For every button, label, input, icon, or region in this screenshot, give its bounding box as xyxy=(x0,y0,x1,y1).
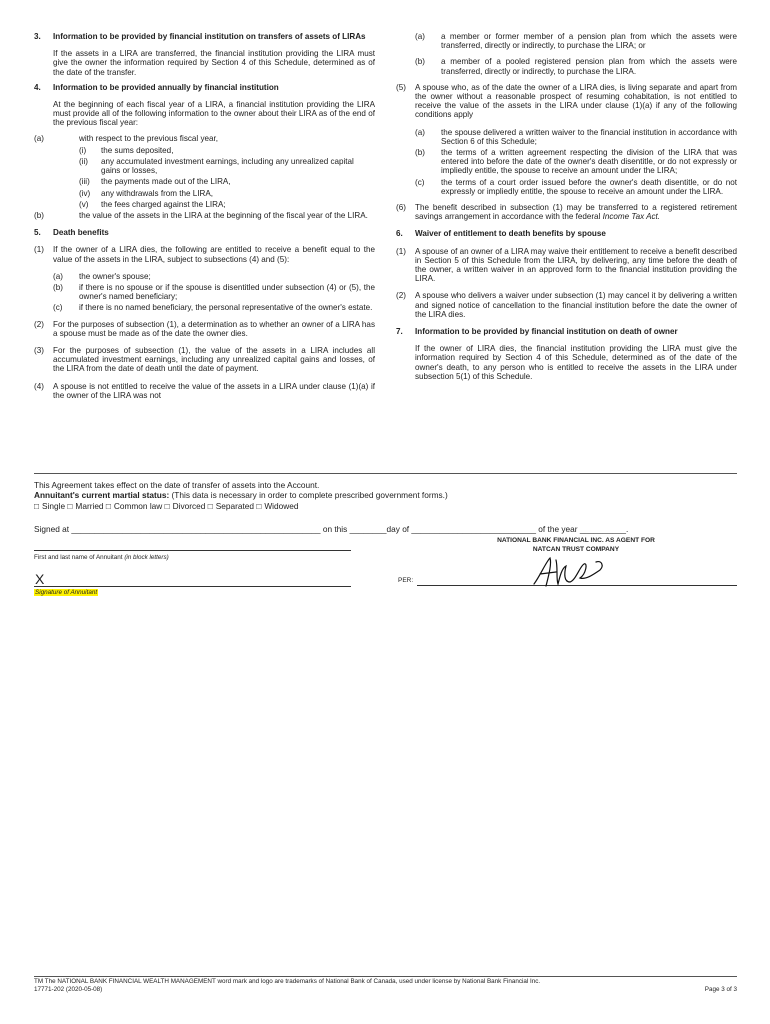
left-column xyxy=(34,32,375,403)
checkbox-widowed[interactable] xyxy=(256,501,298,511)
section-7-body: If the owner of LIRA dies, the financial institution providing the LIRA must give the information required by Section 4 of this Schedule, determined as of the date of the owner's death, to any person who is entitled to receive the assets in the LIRA under subsection 5(1) of this Schedule. xyxy=(415,344,737,381)
clause-4a-iii xyxy=(79,177,375,186)
checkbox-icon: □ xyxy=(164,500,170,511)
footer xyxy=(34,978,737,995)
subsection-5-1 xyxy=(34,245,375,263)
clause-text xyxy=(27,134,375,143)
option-label: Widowed xyxy=(264,500,299,511)
subsection-6-text: The benefit described in subsection (1) may be transferred to a registered retirement savings arrangement in accordance with the federal xyxy=(415,203,737,222)
bank-line-2: NATCAN TRUST COMPANY xyxy=(532,545,620,553)
section-title: Information to be provided by financial institution on transfers of assets of LIRAs xyxy=(53,32,366,41)
signature-x-mark: X xyxy=(35,571,45,587)
clause-text: the payments made out of the LIRA, xyxy=(101,177,231,187)
footer-divider xyxy=(34,976,737,977)
annuitant-signature-field[interactable] xyxy=(34,586,351,587)
clause-number: (a) xyxy=(415,32,425,41)
right-column xyxy=(396,32,737,387)
clause-4a-iv xyxy=(79,189,375,198)
form-code: 17771-202 (2020-05-08) xyxy=(34,986,103,994)
clause-number: (iii) xyxy=(79,177,90,187)
page-number: Page 3 of 3 xyxy=(704,986,737,994)
clause-number: (i) xyxy=(79,145,87,155)
section-6-heading xyxy=(396,229,737,238)
bank-line-1: NATIONAL BANK FINANCIAL INC. AS AGENT FOR xyxy=(497,537,655,544)
section-5-heading xyxy=(34,228,375,237)
subsection-number: (1) xyxy=(396,246,406,256)
checkbox-icon: □ xyxy=(105,500,111,511)
marital-status-options xyxy=(34,501,737,511)
checkbox-icon: □ xyxy=(34,500,40,511)
condition-a xyxy=(415,128,737,146)
checkbox-married[interactable] xyxy=(67,501,103,511)
subsection-text: If the owner of a LIRA dies, the following are entitled to receive a benefit equal to the value of the assets in the LIRA, subject to subsections (4) and (5): xyxy=(53,245,375,264)
subsection-5-5 xyxy=(396,83,737,120)
subsection-5-4 xyxy=(34,382,375,400)
clause-number: (iv) xyxy=(79,188,91,198)
subsection-number: (1) xyxy=(34,245,44,255)
option-label: Common law xyxy=(113,500,163,511)
signed-at-line[interactable]: Signed at ______________________________________________________ on this ________day of ___________________________ of the year __________. xyxy=(34,524,629,534)
section-divider xyxy=(34,473,737,474)
clause-text: the value of the assets in the LIRA at the beginning of the fiscal year of the LIRA. xyxy=(79,211,368,221)
clause-text: a member of a pooled registered pension plan from which the assets were transferred, directly or indirectly, to purchase the LIRA. xyxy=(441,57,737,76)
section-3-body: If the assets in a LIRA are transferred, the financial institution providing the LIRA must give the owner the information required by Section 4 of this Schedule, determined as of the date of the transfer. xyxy=(53,49,375,77)
checkbox-single[interactable] xyxy=(34,501,65,511)
subsection-number: (5) xyxy=(396,82,406,92)
clause-text: the sums deposited, xyxy=(101,145,174,155)
subsection-text: A spouse of an owner of a LIRA may waive their entitlement to receive a benefit described in Section 5 of this Schedule from the LIRA, by delivering, any time before the death of the owner, a written waiver in an approved form to the financial institution providing the LIRA. xyxy=(415,246,737,284)
section-7-heading xyxy=(396,327,737,336)
subsection-number: (6) xyxy=(396,203,406,213)
act-name: Income Tax Act. xyxy=(602,212,661,222)
clause-4b xyxy=(34,211,375,220)
marital-status-heading xyxy=(34,490,737,500)
condition-b xyxy=(415,148,737,176)
name-label-text: First and last name of Annuitant xyxy=(34,554,125,561)
clause-5c xyxy=(53,303,375,312)
clause-4b-continued xyxy=(415,57,737,75)
clause-number: (b) xyxy=(415,148,425,158)
section-4-heading xyxy=(34,83,375,92)
clause-number: (a) xyxy=(34,133,44,143)
subsection-6-2 xyxy=(396,291,737,319)
section-4-body: At the beginning of each fiscal year of a LIRA, a financial institution providing the LIRA must provide all of the following information to the owner about their LIRA as of the end of the previous fiscal year: xyxy=(53,100,375,128)
subsection-text: A spouse is not entitled to receive the value of the assets in a LIRA under clause (1)(a) if the owner of the LIRA was not xyxy=(53,381,375,400)
agreement-effect-text: This Agreement takes effect on the date of transfer of assets into the Account. xyxy=(34,480,320,490)
section-number: 7. xyxy=(396,327,403,337)
clause-4a xyxy=(34,134,375,143)
checkbox-divorced[interactable] xyxy=(165,501,206,511)
clause-text: any withdrawals from the LIRA, xyxy=(101,188,214,198)
per-label: PER: xyxy=(398,577,414,584)
clause-4a-continued xyxy=(415,32,737,50)
clause-number: (c) xyxy=(53,303,63,313)
clause-4a-text: with respect to the previous fiscal year, xyxy=(79,133,219,143)
bank-agent-block xyxy=(415,537,737,554)
subsection-text: For the purposes of subsection (1), a determination as to whether an owner of a LIRA has a spouse must be made as of the date the owner dies. xyxy=(53,319,375,338)
subsection-number: (2) xyxy=(34,319,44,329)
clause-4a-v xyxy=(79,200,375,209)
option-label: Married xyxy=(75,500,104,511)
clause-number: (a) xyxy=(415,127,425,137)
clause-number: (b) xyxy=(53,283,63,293)
clause-text: the fees charged against the LIRA; xyxy=(101,199,226,209)
subsection-text: A spouse who, as of the date the owner of a LIRA dies, is living separate and apart from the owner without a reasonable prospect of resuming cohabitation, is not entitled to receive the value of the assets in the LIRA under clause (1)(a) if any of the following conditions apply xyxy=(415,82,737,120)
clause-text: the terms of a written agreement respecting the division of the LIRA that was entered into before the date of the owner's death disentitle, or do not expressly or impliedly entitle, the spouse to receive an amount under the LIRA; xyxy=(441,148,737,176)
checkbox-common-law[interactable] xyxy=(106,501,162,511)
subsection-6-1 xyxy=(396,247,737,284)
annuitant-name-field[interactable] xyxy=(34,550,351,551)
clause-text: if there is no spouse or if the spouse is disentitled under subsection (4) or (5), the owner's named beneficiary; xyxy=(79,283,375,302)
clause-text: any accumulated investment earnings, including any unrealized capital gains or losses, xyxy=(101,157,354,176)
marital-status-note: (This data is necessary in order to complete prescribed government forms.) xyxy=(169,490,448,501)
clause-text: if there is no named beneficiary, the personal representative of the owner's estate. xyxy=(79,303,373,313)
marital-status-label: Annuitant's current martial status: xyxy=(34,490,170,501)
checkbox-icon: □ xyxy=(67,500,73,511)
clause-text: the terms of a court order issued before the owner's death disentitle, or do not expressly or impliedly entitle, the spouse to receive an amount under the LIRA. xyxy=(441,177,737,196)
subsection-5-6 xyxy=(396,203,737,221)
signature-of-annuitant-label: Signature of Annuitant xyxy=(35,589,98,596)
subsection-number: (4) xyxy=(34,381,44,391)
trademark-notice: TM The NATIONAL BANK FINANCIAL WEALTH MANAGEMENT word mark and logo are trademarks of National Bank of Canada, used under license by National Bank Financial Inc. xyxy=(34,978,541,985)
section-number: 6. xyxy=(396,229,403,239)
clause-text: a member or former member of a pension plan from which the assets were transferred, directly or indirectly, to purchase the LIRA; or xyxy=(441,32,737,51)
subsection-5-3 xyxy=(34,346,375,374)
checkbox-icon: □ xyxy=(207,500,213,511)
section-title: Information to be provided annually by financial institution xyxy=(53,82,279,92)
section-title: Information to be provided by financial institution on death of owner xyxy=(415,327,678,337)
clause-5a xyxy=(53,272,375,281)
subsection-text: For the purposes of subsection (1), the value of the assets in a LIRA includes all accumulated investment earnings, including any unrealized capital gains and losses, of the LIRA from the date of death until the date of payment. xyxy=(53,346,375,374)
agreement-block xyxy=(34,480,737,511)
agent-signature-icon xyxy=(530,554,610,590)
subsection-5-2 xyxy=(34,320,375,338)
subsection-number: (3) xyxy=(34,346,44,356)
checkbox-icon: □ xyxy=(256,500,262,511)
clause-number: (b) xyxy=(415,57,425,67)
clause-text: the owner's spouse; xyxy=(79,271,151,281)
name-label-note: (in block letters) xyxy=(124,554,169,561)
clause-text: the spouse delivered a written waiver to the financial institution in accordance with Section 6 of this Schedule; xyxy=(441,127,737,146)
checkbox-separated[interactable] xyxy=(208,501,254,511)
subsection-text xyxy=(415,203,737,221)
section-3-heading xyxy=(34,32,375,41)
clause-number: (c) xyxy=(415,177,425,187)
subsection-number: (2) xyxy=(396,291,406,301)
section-number: 4. xyxy=(34,82,41,92)
clause-number: (a) xyxy=(53,271,63,281)
clause-4a-i xyxy=(79,146,375,155)
section-title: Death benefits xyxy=(53,228,109,238)
option-label: Divorced xyxy=(172,500,206,511)
clause-5b xyxy=(53,283,375,301)
option-label: Single xyxy=(42,500,66,511)
clause-number: (ii) xyxy=(79,157,88,167)
annuitant-name-label xyxy=(34,554,169,561)
subsection-text: A spouse who delivers a waiver under subsection (1) may cancel it by delivering a written and signed notice of cancellation to the financial institution before the date the owner of the LIRA dies. xyxy=(415,291,737,319)
option-label: Separated xyxy=(215,500,254,511)
section-title: Waiver of entitlement to death benefits by spouse xyxy=(415,229,606,239)
section-number: 3. xyxy=(34,32,41,41)
clause-4a-ii xyxy=(79,157,375,175)
condition-c xyxy=(415,178,737,196)
section-number: 5. xyxy=(34,228,41,238)
clause-number: (v) xyxy=(79,199,89,209)
clause-number: (b) xyxy=(34,211,44,221)
